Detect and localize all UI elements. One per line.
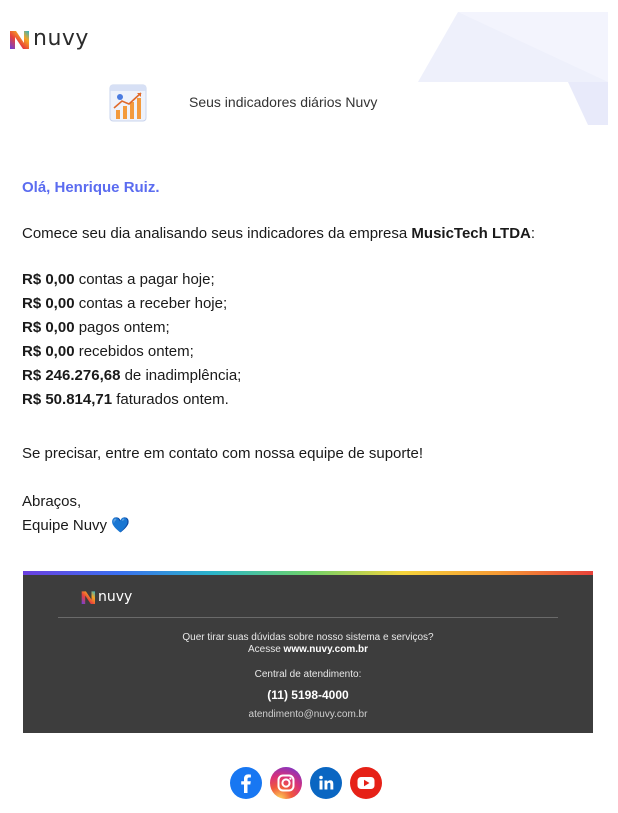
indicator-value: R$ 0,00	[22, 343, 75, 360]
company-name: MusicTech LTDA	[411, 225, 531, 242]
closing	[22, 490, 602, 538]
chart-report-icon	[108, 84, 148, 122]
intro-prefix: Comece seu dia analisando seus indicadores da empresa	[22, 225, 412, 242]
indicator-label: faturados ontem.	[112, 391, 229, 408]
footer-brand-name: nuvy	[98, 589, 133, 605]
nuvy-mark-icon	[8, 29, 30, 49]
nuvy-mark-icon	[80, 590, 96, 604]
indicator-value: R$ 0,00	[22, 295, 75, 312]
footer-divider	[58, 617, 558, 618]
website-link[interactable]: www.nuvy.com.br	[283, 644, 369, 655]
nuvy-logo[interactable]	[8, 26, 89, 51]
email-header	[0, 0, 618, 130]
social-links	[230, 767, 382, 799]
support-email[interactable]: atendimento@nuvy.com.br	[248, 709, 368, 720]
indicator-label: recebidos ontem;	[74, 343, 194, 360]
intro-suffix: :	[530, 225, 536, 242]
support-text: Se precisar, entre em contato com nossa equipe de suporte!	[22, 445, 424, 462]
indicator-value: R$ 246.276,68	[22, 367, 121, 384]
brand-name: nuvy	[33, 26, 89, 51]
indicator-value: R$ 0,00	[22, 271, 75, 288]
access-prefix: Acesse	[247, 644, 284, 655]
intro-text	[22, 222, 602, 246]
youtube-icon[interactable]	[350, 767, 382, 799]
indicator-value: R$ 50.814,71	[22, 391, 113, 408]
indicator-value: R$ 0,00	[22, 319, 75, 336]
email-footer	[23, 571, 593, 733]
phone-number[interactable]: (11) 5198-4000	[267, 688, 349, 702]
footer-question: Quer tirar suas dúvidas sobre nosso sistema e serviços?	[182, 632, 434, 643]
greeting: Olá, Henrique Ruiz.	[22, 179, 160, 196]
header-decoration	[418, 12, 608, 125]
closing-line: Abraços,	[22, 493, 82, 510]
indicator-item	[22, 340, 602, 364]
signature: Equipe Nuvy	[22, 517, 108, 534]
indicator-item	[22, 364, 602, 388]
indicator-label: contas a receber hoje;	[74, 295, 228, 312]
indicator-label: de inadimplência;	[120, 367, 242, 384]
footer-access	[23, 644, 593, 655]
indicator-item	[22, 268, 602, 292]
central-label: Central de atendimento:	[254, 669, 362, 680]
banner-title: Seus indicadores diários Nuvy	[189, 94, 378, 110]
rainbow-bar	[23, 571, 593, 575]
facebook-icon[interactable]	[230, 767, 262, 799]
blue-heart-icon: 💙	[111, 517, 130, 534]
indicator-label: contas a pagar hoje;	[74, 271, 215, 288]
email-body	[22, 176, 602, 538]
footer-logo[interactable]	[80, 589, 132, 605]
indicator-list	[22, 268, 602, 412]
indicator-item	[22, 388, 602, 412]
linkedin-icon[interactable]	[310, 767, 342, 799]
indicator-item	[22, 316, 602, 340]
indicator-item	[22, 292, 602, 316]
instagram-icon[interactable]	[270, 767, 302, 799]
indicator-label: pagos ontem;	[74, 319, 170, 336]
